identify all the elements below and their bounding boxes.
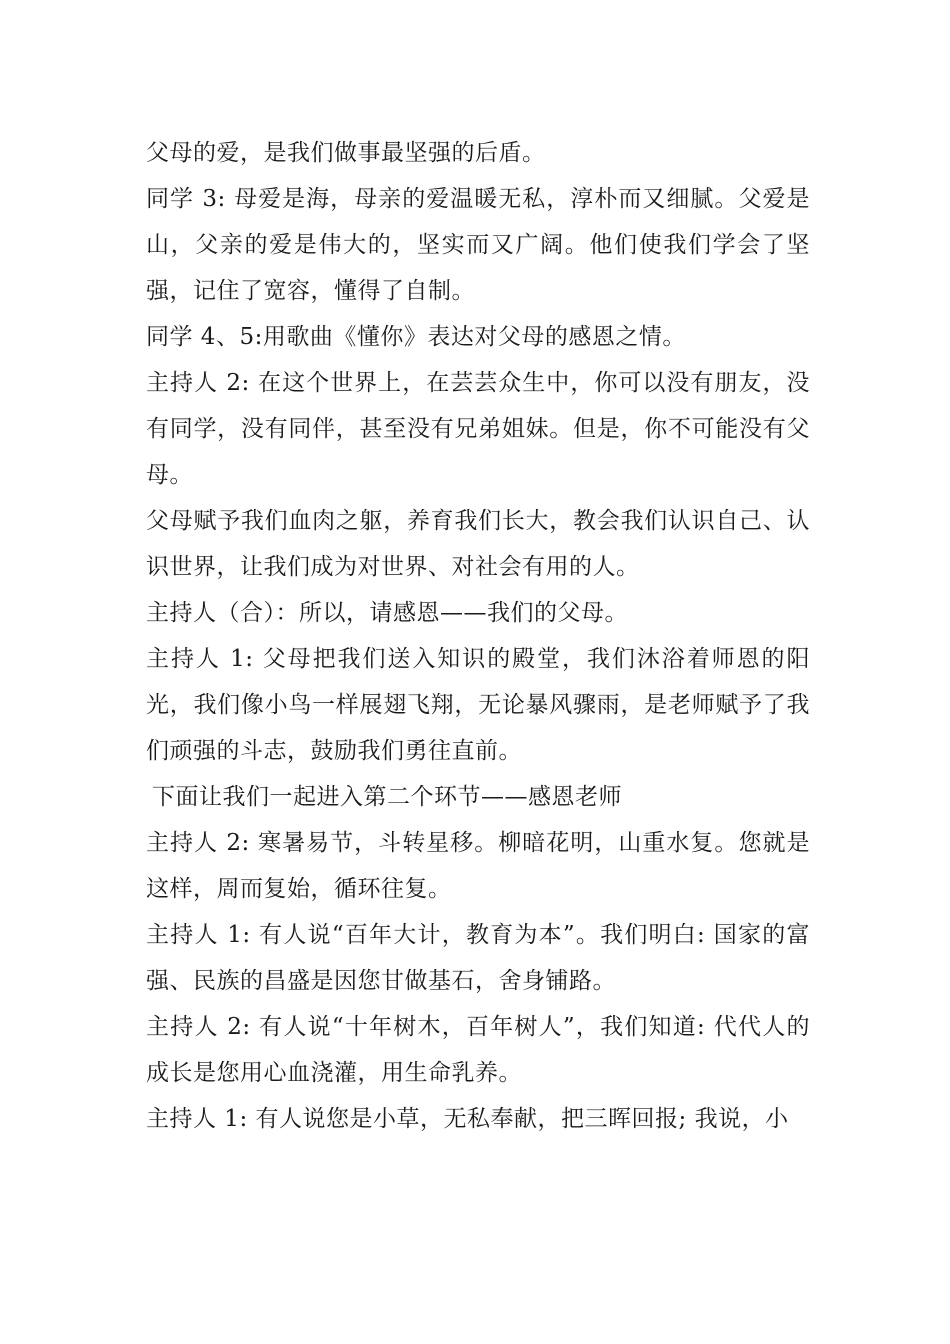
paragraph-host-2-world: 主持人 2: 在这个世界上，在芸芸众生中，你可以没有朋友，没有同学，没有同伴，甚至没有兄弟姐妹。但是，你不可能没有父母。 <box>146 370 810 488</box>
paragraph-host-1-education: 主持人 1: 有人说“百年大计，教育为本”。我们明白: 国家的富强、民族的昌盛是因您甘做基石，舍身铺路。 <box>146 922 810 994</box>
paragraph-host-2-trees: 主持人 2: 有人说“十年树木，百年树人”，我们知道: 代代人的成长是您用心血浇灌，用生命乳养。 <box>146 1014 810 1086</box>
paragraph-student-3: 同学 3: 母爱是海，母亲的爱温暖无私，淳朴而又细腻。父爱是山，父亲的爱是伟大的，坚实而又广阔。他们使我们学会了坚强，记住了宽容，懂得了自制。 <box>146 186 810 304</box>
paragraph-student-4-5: 同学 4、5:用歌曲《懂你》表达对父母的感恩之情。 <box>146 324 686 350</box>
paragraph-host-1-knowledge: 主持人 1: 父母把我们送入知识的殿堂，我们沐浴着师恩的阳光，我们像小鸟一样展翅飞翔，无论暴风骤雨，是老师赋予了我们顽强的斗志，鼓励我们勇往直前。 <box>146 646 810 764</box>
paragraph-section-teachers: 下面让我们一起进入第二个环节——感恩老师 <box>152 784 622 810</box>
paragraph-host-1-grass: 主持人 1: 有人说您是小草，无私奉献，把三晖回报; 我说，小 <box>146 1106 789 1132</box>
document-body <box>146 130 810 1142</box>
paragraph-parents-give: 父母赋予我们血肉之躯，养育我们长大，教会我们认识自己、认识世界，让我们成为对世界、对社会有用的人。 <box>146 508 810 580</box>
paragraph-hosts-together: 主持人（合）：所以，请感恩——我们的父母。 <box>146 600 628 626</box>
paragraph-host-2-seasons: 主持人 2: 寒暑易节，斗转星移。柳暗花明，山重水复。您就是这样，周而复始，循环往复。 <box>146 830 810 902</box>
paragraph-parents-love: 父母的爱，是我们做事最坚强的后盾。 <box>146 140 546 166</box>
